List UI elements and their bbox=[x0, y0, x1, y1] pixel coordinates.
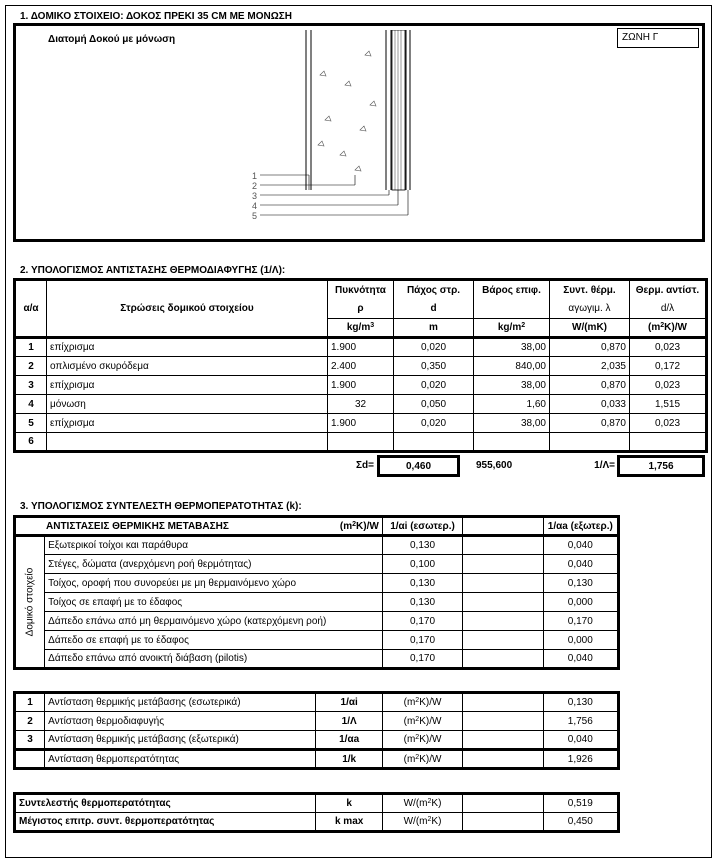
density: 1.900 bbox=[328, 376, 394, 395]
res-unit2: K)/W bbox=[664, 322, 687, 333]
summary-table bbox=[13, 691, 620, 770]
density: 32 bbox=[328, 395, 394, 414]
sum-r-label: 1/Λ= bbox=[594, 460, 615, 471]
col-cond: Συντ. θέρμ. bbox=[550, 280, 630, 300]
summary-symbol: 1/αi bbox=[316, 693, 382, 712]
resistance: 1,515 bbox=[630, 395, 707, 414]
weight-unit: kg/m bbox=[497, 322, 522, 333]
row-num: 1 bbox=[15, 338, 47, 357]
beam-section-diagram bbox=[250, 30, 420, 235]
density: 1.900 bbox=[328, 338, 394, 357]
thickness: 0,020 bbox=[394, 338, 474, 357]
ai-value: 0,130 bbox=[382, 593, 462, 612]
res-unit: (m bbox=[648, 322, 661, 333]
vertical-label: Δομικό στοιχείο bbox=[24, 567, 36, 637]
weight: 38,00 bbox=[474, 376, 550, 395]
ai-value: 0,130 bbox=[382, 574, 462, 593]
sum-r: 1,756 bbox=[617, 455, 705, 477]
density: 2.400 bbox=[328, 357, 394, 376]
table-row bbox=[15, 433, 707, 452]
row-num: 3 bbox=[15, 731, 45, 750]
conductivity: 0,033 bbox=[550, 395, 630, 414]
aa-value: 0,000 bbox=[543, 631, 618, 650]
summary-name: Αντίσταση θερμικής μετάβασης (εξωτερικά) bbox=[45, 731, 316, 750]
col-layers: Στρώσεις δομικού στοιχείου bbox=[47, 280, 328, 338]
ai-value: 0,170 bbox=[382, 631, 462, 650]
summary-symbol: 1/αa bbox=[316, 731, 382, 750]
thickness: 0,020 bbox=[394, 376, 474, 395]
table-row bbox=[15, 376, 707, 395]
summary-name: Αντίσταση θερμοδιαφυγής bbox=[45, 712, 316, 731]
table-row bbox=[15, 750, 619, 769]
unit-b: K) bbox=[431, 798, 442, 809]
sq-sup: 2 bbox=[415, 715, 420, 723]
final-name: Μέγιστος επιτρ. συντ. θερμοπερατότητας bbox=[15, 813, 316, 832]
unit-a: W/(m bbox=[403, 798, 428, 809]
summary-name: Αντίσταση θερμοπερατότητας bbox=[45, 750, 316, 769]
layer-number: 4 bbox=[252, 201, 258, 211]
summary-value: 0,130 bbox=[543, 693, 618, 712]
layer-name: επίχρισμα bbox=[47, 338, 328, 357]
row-num: 2 bbox=[15, 712, 45, 731]
element-name: Τοίχος σε επαφή με το έδαφος bbox=[45, 593, 383, 612]
ai-value: 0,100 bbox=[382, 555, 462, 574]
table-row bbox=[15, 338, 707, 357]
aa-value: 0,040 bbox=[543, 555, 618, 574]
thickness-symbol: d bbox=[394, 300, 474, 319]
final-symbol: k bbox=[316, 794, 382, 813]
section2-title: 2. ΥΠΟΛΟΓΙΣΜΟΣ ΑΝΤΙΣΤΑΣΗΣ ΘΕΡΜΟΔΙΑΦΥΓΗΣ (1/Λ): bbox=[20, 265, 286, 276]
layer-number: 5 bbox=[252, 211, 258, 221]
sq-sup: 2 bbox=[352, 520, 357, 528]
summary-value: 0,040 bbox=[543, 731, 618, 750]
ai-value: 0,170 bbox=[382, 612, 462, 631]
conductivity: 0,870 bbox=[550, 338, 630, 357]
layer-number: 1 bbox=[252, 171, 258, 181]
layer-name: οπλισμένο σκυρόδεμα bbox=[47, 357, 328, 376]
thickness: 0,350 bbox=[394, 357, 474, 376]
row-num: 2 bbox=[15, 357, 47, 376]
thickness: 0,050 bbox=[394, 395, 474, 414]
summary-symbol: 1/Λ bbox=[316, 712, 382, 731]
layers-table bbox=[13, 278, 708, 453]
table-row bbox=[15, 693, 619, 712]
diagram-title: Διατομή Δοκού με μόνωση bbox=[48, 34, 176, 45]
section1-title: 1. ΔΟΜΙΚΟ ΣΤΟΙΧΕΙΟ: ΔΟΚΟΣ ΠΡΕΚΙ 35 CM ΜΕ ΜΟΝΩΣΗ bbox=[20, 11, 292, 22]
density-unit: kg/m bbox=[346, 322, 371, 333]
sq-sup: 2 bbox=[415, 697, 420, 704]
cube-sup: 3 bbox=[370, 322, 375, 329]
table-row bbox=[15, 395, 707, 414]
table-row bbox=[15, 555, 619, 574]
density: 1.900 bbox=[328, 414, 394, 433]
sum-d-label: Σd= bbox=[356, 460, 374, 471]
element-name: Τοίχος, οροφή που συνορεύει με μη θερμαινόμενο χώρο bbox=[45, 574, 383, 593]
transfer-header: ΑΝΤΙΣΤΑΣΕΙΣ ΘΕΡΜΙΚΗΣ ΜΕΤΑΒΑΣΗΣ bbox=[46, 520, 229, 532]
table-row bbox=[15, 593, 619, 612]
unit-a: (m bbox=[403, 697, 416, 708]
thickness: 0,020 bbox=[394, 414, 474, 433]
unit-a: (m bbox=[339, 520, 353, 532]
element-name: Εξωτερικοί τοίχοι και παράθυρα bbox=[45, 536, 383, 555]
thickness-unit: m bbox=[394, 319, 474, 338]
aa-value: 0,000 bbox=[543, 593, 618, 612]
weight: 38,00 bbox=[474, 338, 550, 357]
unit-a: (m bbox=[403, 753, 416, 765]
row-num: 5 bbox=[15, 414, 47, 433]
layer-name: μόνωση bbox=[47, 395, 328, 414]
conductivity: 2,035 bbox=[550, 357, 630, 376]
res-symbol: d/λ bbox=[630, 300, 707, 319]
aa-value: 0,040 bbox=[543, 536, 618, 555]
table-row bbox=[15, 813, 619, 832]
unit-b: K)/W bbox=[419, 715, 442, 727]
unit-a: (m bbox=[403, 734, 416, 745]
final-value: 0,450 bbox=[543, 813, 618, 832]
conductivity: 0,870 bbox=[550, 376, 630, 395]
resistance: 0,023 bbox=[630, 414, 707, 433]
summary-symbol: 1/k bbox=[316, 750, 382, 769]
table-row bbox=[15, 631, 619, 650]
aa-value: 0,130 bbox=[543, 574, 618, 593]
row-num: 4 bbox=[15, 395, 47, 414]
sum-d: 0,460 bbox=[377, 455, 460, 477]
element-name: Δάπεδο σε επαφή με το έδαφος bbox=[45, 631, 383, 650]
unit-a: (m bbox=[403, 715, 416, 727]
row-num: 1 bbox=[15, 693, 45, 712]
row-num: 3 bbox=[15, 376, 47, 395]
col-aa: α/α bbox=[15, 280, 47, 338]
unit-b: K)/W bbox=[419, 734, 442, 745]
sq-sup: 2 bbox=[521, 322, 526, 329]
weight: 840,00 bbox=[474, 357, 550, 376]
resistance: 0,023 bbox=[630, 376, 707, 395]
final-table bbox=[13, 792, 620, 833]
table-row bbox=[15, 794, 619, 813]
unit-b: K)/W bbox=[419, 753, 442, 765]
cond-symbol: αγωγιμ. λ bbox=[550, 300, 630, 319]
sq-sup: 2 bbox=[660, 322, 665, 329]
row-num: 6 bbox=[15, 433, 47, 452]
element-name: Στέγες, δώματα (ανερχόμενη ροή θερμότητας) bbox=[45, 555, 383, 574]
element-name: Δάπεδο επάνω από μη θερμαινόμενο χώρο (κατερχόμενη ροή) bbox=[45, 612, 383, 631]
col-weight: Βάρος επιφ. bbox=[474, 280, 550, 300]
element-name: Δάπεδο επάνω από ανοικτή διάβαση (pilotis) bbox=[45, 650, 383, 669]
table-row bbox=[15, 712, 619, 731]
summary-value: 1,756 bbox=[543, 712, 618, 731]
aa-value: 0,040 bbox=[543, 650, 618, 669]
col-thickness: Πάχος στρ. bbox=[394, 280, 474, 300]
weight: 1,60 bbox=[474, 395, 550, 414]
col-ai: 1/αi (εσωτερ.) bbox=[382, 517, 462, 536]
final-name: Συντελεστής θερμοπερατότητας bbox=[15, 794, 316, 813]
final-value: 0,519 bbox=[543, 794, 618, 813]
sum-weight: 955,600 bbox=[476, 460, 513, 471]
summary-value: 1,926 bbox=[543, 750, 618, 769]
col-res: Θερμ. αντίστ. bbox=[630, 280, 707, 300]
resistance: 0,172 bbox=[630, 357, 707, 376]
weight: 38,00 bbox=[474, 414, 550, 433]
sq-sup: 2 bbox=[415, 753, 420, 761]
table-row bbox=[15, 357, 707, 376]
ai-value: 0,130 bbox=[382, 536, 462, 555]
sq-sup: 2 bbox=[427, 816, 432, 823]
unit-b: K)/W bbox=[419, 697, 442, 708]
sq-sup: 2 bbox=[427, 798, 432, 805]
transfer-table bbox=[13, 515, 620, 670]
cond-unit: W/(mK) bbox=[550, 319, 630, 338]
density-symbol: ρ bbox=[328, 300, 394, 319]
unit-a: W/(m bbox=[403, 816, 428, 827]
zone-label: ΖΩΝΗ Γ bbox=[617, 28, 699, 48]
col-density: Πυκνότητα bbox=[328, 280, 394, 300]
final-symbol: k max bbox=[316, 813, 382, 832]
aa-value: 0,170 bbox=[543, 612, 618, 631]
layer-number: 2 bbox=[252, 181, 258, 191]
table-row bbox=[15, 612, 619, 631]
summary-name: Αντίσταση θερμικής μετάβασης (εσωτερικά) bbox=[45, 693, 316, 712]
conductivity: 0,870 bbox=[550, 414, 630, 433]
sq-sup: 2 bbox=[415, 734, 420, 741]
resistance: 0,023 bbox=[630, 338, 707, 357]
table-row bbox=[15, 414, 707, 433]
col-aa: 1/αa (εξωτερ.) bbox=[543, 517, 618, 536]
unit-b: K)/W bbox=[356, 520, 379, 532]
layer-name: επίχρισμα bbox=[47, 376, 328, 395]
table-row bbox=[15, 650, 619, 669]
table-row bbox=[15, 536, 619, 555]
table-row bbox=[15, 731, 619, 750]
section3-title: 3. ΥΠΟΛΟΓΙΣΜΟΣ ΣΥΝΤΕΛΕΣΤΗ ΘΕΡΜΟΠΕΡΑΤΟΤΗΤΑΣ (k): bbox=[20, 501, 302, 512]
layer-name: επίχρισμα bbox=[47, 414, 328, 433]
unit-b: K) bbox=[431, 816, 442, 827]
ai-value: 0,170 bbox=[382, 650, 462, 669]
layer-number: 3 bbox=[252, 191, 258, 201]
table-row bbox=[15, 574, 619, 593]
